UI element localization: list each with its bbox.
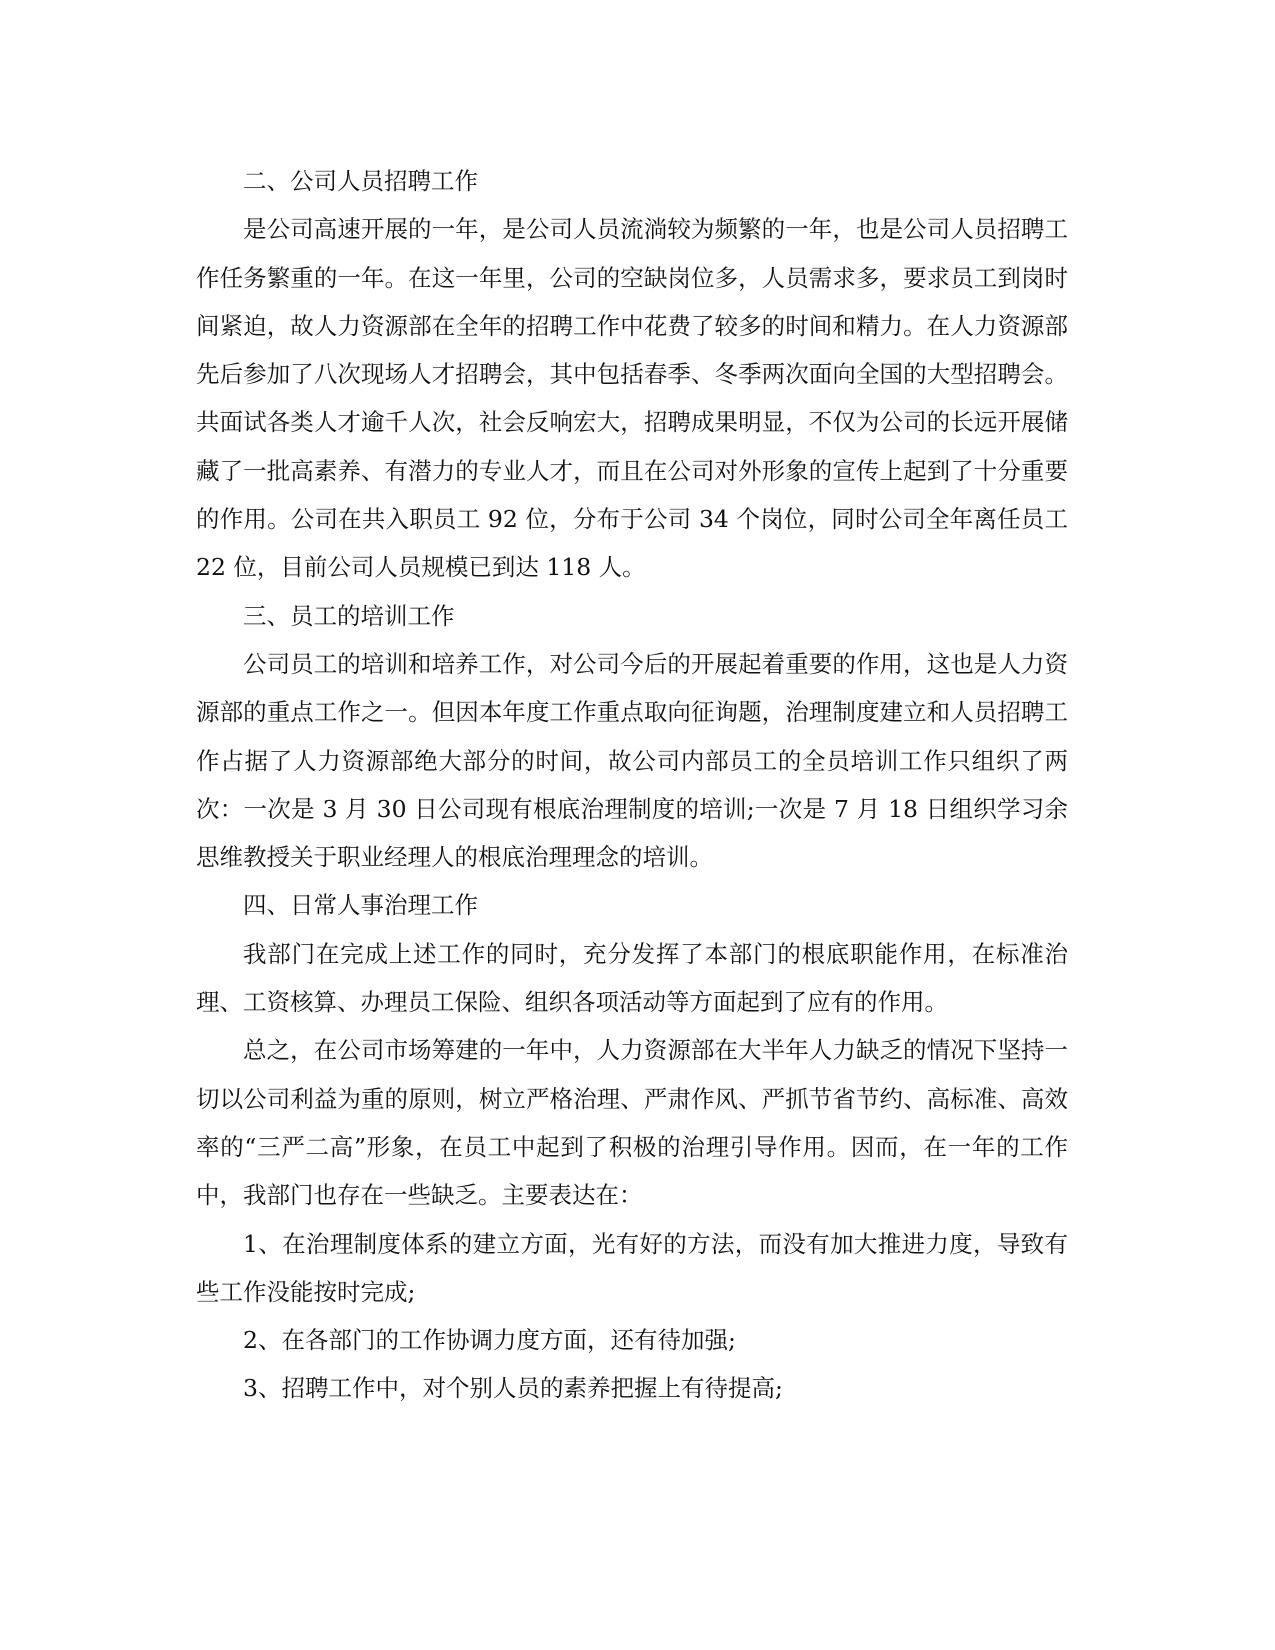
- document-body: [196, 157, 1068, 1413]
- section-heading-recruitment: 二、公司人员招聘工作: [243, 167, 478, 195]
- section-heading-daily-hr: 四、日常人事治理工作: [243, 891, 478, 920]
- section-heading-training: 三、员工的培训工作: [243, 601, 455, 630]
- shortcoming-item-1: 1、在治理制度体系的建立方面，光有好的方法，而没有加大推进力度，导致有些工作没能按时完成;: [196, 1229, 1068, 1306]
- recruitment-paragraph: 是公司高速开展的一年，是公司人员流淌较为频繁的一年，也是公司人员招聘工作任务繁重的一年。在这一年里，公司的空缺岗位多，人员需求多，要求员工到岗时间紧迫，故人力资源部在全年的招聘工作中花费了较多的时间和精力。在人力资源部先后参加了八次现场人才招聘会，其中包括春季、冬季两次面向全国的大型招聘会。共面试各类人才逾千人次，社会反响宏大，招聘成果明显，不仅为公司的长远开展储藏了一批高素养、有潜力的专业人才，而且在公司对外形象的宣传上起到了十分重要的作用。公司在共入职员工 92 位，分布于公司 34 个岗位，同时公司全年离任员工 22 位，目前公司人员规模已到达 118 人。: [196, 215, 1068, 582]
- shortcoming-item-2: 2、在各部门的工作协调力度方面，还有待加强;: [243, 1326, 736, 1355]
- daily-hr-paragraph: 我部门在完成上述工作的同时，充分发挥了本部门的根底职能作用，在标准治理、工资核算、办理员工保险、组织各项活动等方面起到了应有的作用。: [196, 939, 1068, 1017]
- shortcoming-item-3: 3、招聘工作中，对个别人员的素养把握上有待提高;: [243, 1374, 783, 1403]
- summary-paragraph: 总之，在公司市场筹建的一年中，人力资源部在大半年人力缺乏的情况下坚持一切以公司利益为重的原则，树立严格治理、严肃作风、严抓节省节约、高标准、高效率的“三严二高”形象，在员工中起到了积极的治理引导作用。因而，在一年的工作中，我部门也存在一些缺乏。主要表达在：: [196, 1036, 1068, 1210]
- training-paragraph: 公司员工的培训和培养工作，对公司今后的开展起着重要的作用，这也是人力资源部的重点工作之一。但因本年度工作重点取向征询题，治理制度建立和人员招聘工作占据了人力资源部绝大部分的时间，故公司内部员工的全员培训工作只组织了两次：一次是 3 月 30 日公司现有根底治理制度的培训;一次是 7 月 18 日组织学习余思维教授关于职业经理人的根底治理理念的培训。: [196, 649, 1068, 872]
